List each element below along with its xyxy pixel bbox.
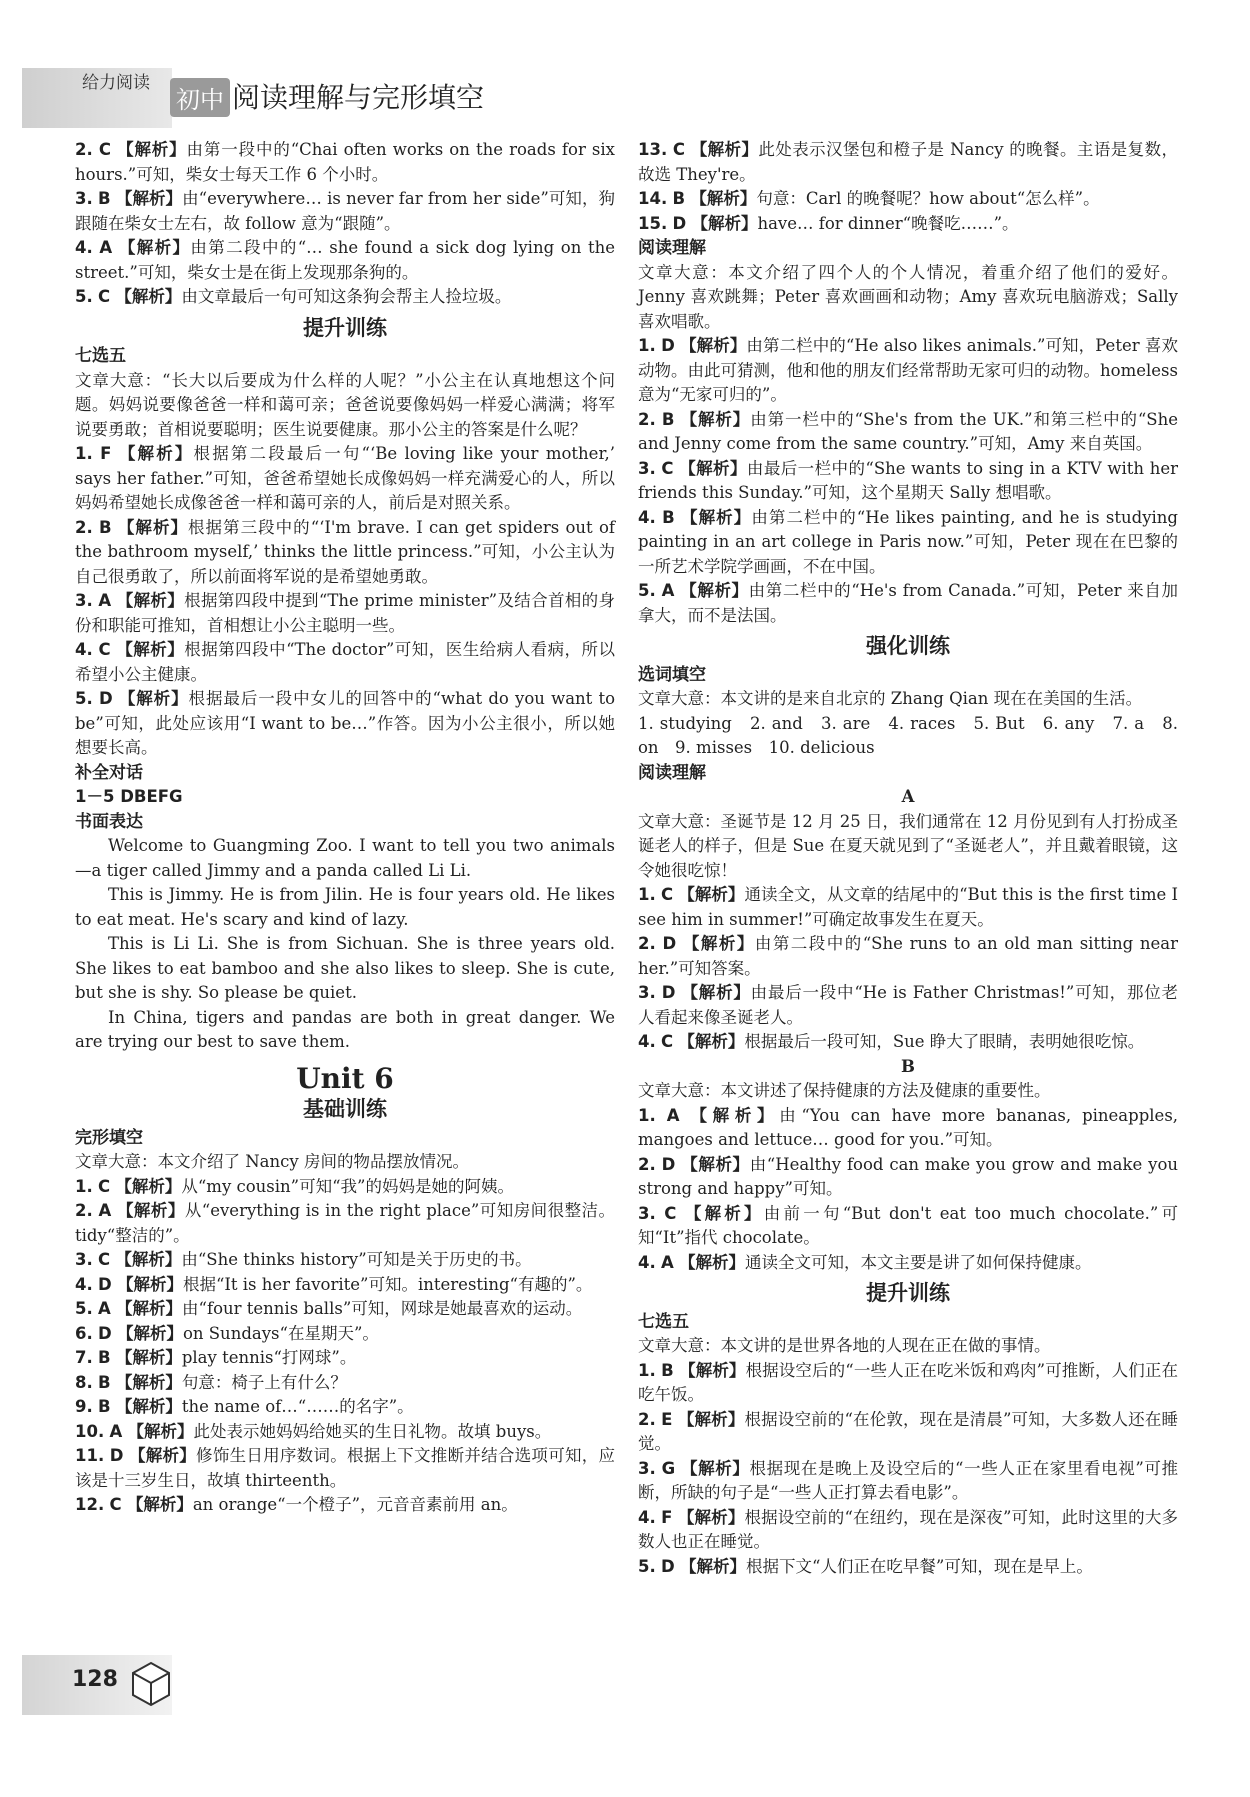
answer-item xyxy=(75,1420,615,1445)
answer-item xyxy=(638,1359,1178,1408)
answer-explanation: the name of…“……的名字”。 xyxy=(181,1397,414,1416)
answer-explanation: 根据第二段最后一句“‘Be loving like your mother,’ says her father.”可知，爸爸希望她长成像妈妈一样充满爱心的人，所以妈妈希望她长成像爸爸一样和蔼可亲的人，前后是对照关系。 xyxy=(75,444,616,512)
answer-explanation: 由最后一段中“He is Father Christmas!”可知，那位老人看起来像圣诞老人。 xyxy=(638,983,1179,1027)
answer-item xyxy=(638,408,1178,457)
analysis-tag: 【解析】 xyxy=(127,1421,194,1441)
answer-item xyxy=(75,1273,615,1298)
page-header xyxy=(22,68,542,130)
answer-number: 1. xyxy=(75,1176,93,1196)
analysis-tag: 【解析】 xyxy=(679,1252,746,1272)
answer-key: A xyxy=(98,591,112,610)
answer-item xyxy=(75,1297,615,1322)
text-paragraph: 文章大意：本文讲的是世界各地的人现在正在做的事情。 xyxy=(638,1336,1051,1355)
answer-number: 1. xyxy=(638,885,656,904)
analysis-tag: 【解析】 xyxy=(680,581,749,600)
answer-key: D xyxy=(98,1323,112,1343)
answer-explanation: 由“Healthy food can make you grow and make you strong and happy”可知。 xyxy=(638,1154,1179,1198)
answer-number: 7. xyxy=(75,1348,93,1367)
answer-item xyxy=(638,883,1178,932)
subsection-heading: 选词填空 xyxy=(638,664,706,685)
answer-key: F xyxy=(100,444,112,463)
answer-item xyxy=(638,1555,1178,1580)
analysis-tag: 【解析】 xyxy=(126,1495,193,1514)
answer-key: B xyxy=(661,1360,674,1380)
answer-key: C xyxy=(98,1176,111,1196)
analysis-tag: 【解析】 xyxy=(116,591,185,610)
answer-explanation: 句意：Carl 的晚餐呢？how about“怎么样”。 xyxy=(756,189,1100,208)
answer-explanation: 由“She thinks history”可知是关于历史的书。 xyxy=(181,1250,532,1269)
answer-number: 5. xyxy=(75,689,93,708)
answer-key: A xyxy=(661,581,675,600)
answer-key: G xyxy=(661,1458,676,1478)
answer-key: C xyxy=(661,458,674,478)
answer-item xyxy=(638,1408,1178,1457)
answer-item xyxy=(75,187,615,236)
analysis-tag: 【解析】 xyxy=(679,458,747,478)
analysis-tag: 【解析】 xyxy=(118,238,191,257)
answer-number: 4. xyxy=(638,1252,656,1272)
passage-label: A xyxy=(901,787,915,806)
level-tag: 初中 xyxy=(170,78,230,117)
answer-number: 15. xyxy=(638,213,668,233)
answer-explanation: 从“everything is in the right place”可知房间很整洁。tidy“整洁的”。 xyxy=(75,1201,616,1245)
answer-number: 2. xyxy=(75,140,93,159)
answer-item xyxy=(75,1493,615,1518)
answer-explanation: 根据最后一段可知，Sue 睁大了眼睛，表明她很吃惊。 xyxy=(744,1032,1145,1051)
answer-key: B xyxy=(99,517,112,537)
answer-explanation: 句意：椅子上有什么？ xyxy=(181,1372,347,1392)
answer-number: 3. xyxy=(638,1203,656,1223)
answer-item xyxy=(638,579,1178,628)
answer-key: F xyxy=(661,1507,673,1527)
answer-key: D xyxy=(661,1556,675,1576)
answer-key: A xyxy=(666,1105,680,1125)
analysis-tag: 【解析】 xyxy=(128,1446,197,1465)
answer-item xyxy=(75,138,615,187)
section-heading: 强化训练 xyxy=(866,634,950,658)
text-paragraph: 1－5 DBEFG xyxy=(75,787,183,806)
answer-key: D xyxy=(661,1154,676,1174)
answer-number: 5. xyxy=(75,1299,93,1318)
answer-explanation: 由第一栏中的“She's from the UK.”和第三栏中的“She and Jenny come from the same country.”可知，Amy 来自英国。 xyxy=(638,409,1178,453)
answer-explanation: 根据现在是晚上及设空后的“一些人正在家里看电视”可推断，所缺的句子是“一些人正打算去看电影”。 xyxy=(638,1458,1179,1502)
essay-paragraph: This is Jimmy. He is from Jilin. He is four years old. He likes to eat meat. He's scary and kind of lazy. xyxy=(75,885,615,929)
analysis-tag: 【解析】 xyxy=(677,1409,745,1429)
answer-number: 14. xyxy=(638,189,668,208)
answer-explanation: 根据最后一段中女儿的回答中的“what do you want to be”可知，此处应该用“I want to be…”作答。因为小公主很小，所以她想要长高。 xyxy=(75,689,616,757)
answer-explanation: 由第二栏中的“He likes painting, and he is studying painting in an art college in Paris now.”可知，Peter 现在在巴黎的一所艺术学院学画画，不在中国。 xyxy=(638,507,1178,576)
analysis-tag: 【解析】 xyxy=(115,1372,182,1392)
answer-key: B xyxy=(98,1348,111,1367)
answer-number: 10. xyxy=(75,1421,105,1441)
answer-number: 3. xyxy=(638,983,656,1002)
answer-key: B xyxy=(662,507,675,527)
answer-number: 1. xyxy=(638,336,656,355)
answer-explanation: have… for dinner“晚餐吃……”。 xyxy=(757,213,1019,233)
text-paragraph: 1. studying 2. and 3. are 4. races 5. But 6. any 7. a 8. on 9. misses 10. delicious xyxy=(638,713,1178,757)
answer-number: 4. xyxy=(638,507,656,527)
answer-key: D xyxy=(661,336,675,355)
subsection-heading: 阅读理解 xyxy=(638,238,706,258)
answer-item xyxy=(75,1248,615,1273)
subsection-heading: 阅读理解 xyxy=(638,762,706,783)
essay-paragraph: Welcome to Guangming Zoo. I want to tell you two animals—a tiger called Jimmy and a panda called Li Li. xyxy=(75,836,615,880)
analysis-tag: 【解析】 xyxy=(116,1201,185,1220)
answer-key: A xyxy=(98,1299,111,1318)
answer-key: C xyxy=(661,1032,674,1051)
answer-item xyxy=(75,1199,615,1248)
answer-key: A xyxy=(109,1421,123,1441)
answer-key: C xyxy=(664,1203,677,1223)
answer-key: B xyxy=(98,1372,111,1392)
answer-number: 2. xyxy=(638,1154,656,1174)
answer-number: 5. xyxy=(638,581,656,600)
analysis-tag: 【解析】 xyxy=(118,444,194,463)
answer-explanation: 此处表示汉堡包和橙子是 Nancy 的晚餐。主语是复数，故选 They're。 xyxy=(638,140,1178,184)
answer-number: 13. xyxy=(638,140,668,159)
analysis-tag: 【解析】 xyxy=(682,934,755,953)
answer-number: 2. xyxy=(638,409,656,429)
answer-number: 2. xyxy=(75,1201,93,1220)
answer-explanation: play tennis“打网球”。 xyxy=(181,1348,357,1367)
analysis-tag: 【解析】 xyxy=(684,1203,764,1223)
analysis-tag: 【解析】 xyxy=(690,1105,780,1125)
answer-key: A xyxy=(98,1201,112,1220)
answer-key: D xyxy=(661,983,676,1002)
cube-icon xyxy=(130,1660,172,1708)
answer-item xyxy=(638,1153,1178,1202)
answer-item xyxy=(75,285,615,310)
analysis-tag: 【解析】 xyxy=(115,1397,182,1416)
analysis-tag: 【解析】 xyxy=(679,1360,746,1380)
analysis-tag: 【解析】 xyxy=(116,1274,183,1294)
analysis-tag: 【解析】 xyxy=(116,640,185,659)
analysis-tag: 【解析】 xyxy=(678,1032,745,1051)
answer-key: B xyxy=(672,189,686,208)
answer-number: 4. xyxy=(638,1507,656,1527)
answer-number: 3. xyxy=(75,1250,93,1269)
answer-explanation: an orange“一个橙子”，元音音素前用 an。 xyxy=(192,1495,518,1514)
answer-key: D xyxy=(109,1446,124,1465)
answer-number: 11. xyxy=(75,1446,105,1465)
answer-item xyxy=(638,334,1178,408)
analysis-tag: 【解析】 xyxy=(115,287,182,306)
answer-key: C xyxy=(661,885,674,904)
subsection-heading: 书面表达 xyxy=(75,811,143,832)
analysis-tag: 【解析】 xyxy=(115,189,183,208)
answer-item xyxy=(75,516,615,590)
text-paragraph: 文章大意：“长大以后要成为什么样的人呢？”小公主在认真地想这个问题。妈妈说要像爸爸一样和蔼可亲；爸爸说要像妈妈一样爱心满满；将军说要勇敢；首相说要聪明；医生说要健康。那小公主的答案是什么呢？ xyxy=(75,370,615,439)
answer-number: 8. xyxy=(75,1372,93,1392)
answer-number: 4. xyxy=(75,1274,93,1294)
answer-number: 3. xyxy=(638,1458,656,1478)
analysis-tag: 【解析】 xyxy=(680,336,747,355)
answer-item xyxy=(75,442,615,516)
analysis-tag: 【解析】 xyxy=(116,1323,183,1343)
answer-explanation: 根据第四段中“The doctor”可知，医生给病人看病，所以希望小公主健康。 xyxy=(75,640,616,684)
answer-key: C xyxy=(109,1495,122,1514)
answer-explanation: 由“everywhere… is never far from her side”可知，狗跟随在柴女士左右，故 follow 意为“跟随”。 xyxy=(75,189,616,233)
answer-key: D xyxy=(662,934,677,953)
answer-item xyxy=(75,1395,615,1420)
answer-key: C xyxy=(98,140,111,159)
text-paragraph: 文章大意：圣诞节是 12 月 25 日，我们通常在 12 月份见到有人打扮成圣诞老人的样子，但是 Sue 在夏天就见到了“圣诞老人”，并且戴着眼镜，这令她很吃惊！ xyxy=(638,811,1178,880)
analysis-tag: 【解析】 xyxy=(117,140,187,159)
answer-explanation: 由“You can have more bananas, pineapples, mangoes and lettuce… good for you.”可知。 xyxy=(638,1105,1179,1149)
answer-item xyxy=(638,1202,1178,1251)
answer-item xyxy=(638,1104,1178,1153)
answer-item xyxy=(638,932,1178,981)
answer-item xyxy=(638,212,1178,237)
answer-key: C xyxy=(672,140,686,159)
analysis-tag: 【解析】 xyxy=(681,1154,750,1174)
answer-item xyxy=(75,638,615,687)
answer-number: 2. xyxy=(638,934,656,953)
essay-paragraph: In China, tigers and pandas are both in great danger. We are trying our best to save them. xyxy=(75,1007,615,1051)
analysis-tag: 【解析】 xyxy=(690,140,759,159)
answer-item xyxy=(638,981,1178,1030)
answer-item xyxy=(75,1444,615,1493)
analysis-tag: 【解析】 xyxy=(691,213,758,233)
answer-explanation: 根据“It is her favorite”可知。interesting“有趣的”。 xyxy=(182,1274,593,1294)
unit-title: Unit 6 xyxy=(296,1061,394,1095)
answer-key: D xyxy=(98,1274,112,1294)
answer-item xyxy=(75,236,615,285)
text-paragraph: 文章大意：本文讲述了保持健康的方法及健康的重要性。 xyxy=(638,1081,1051,1100)
answer-explanation: 由第二栏中的“He also likes animals.”可知，Peter 喜欢动物。由此可猜测，他和他的朋友们经常帮助无家可归的动物。homeless 意为“无家可归的”。 xyxy=(638,336,1178,404)
answer-explanation: 从“my cousin”可知“我”的妈妈是她的阿姨。 xyxy=(181,1176,514,1196)
answer-number: 4. xyxy=(75,640,93,659)
analysis-tag: 【解析】 xyxy=(117,517,188,537)
subsection-heading: 七选五 xyxy=(638,1311,689,1332)
analysis-tag: 【解析】 xyxy=(678,885,745,904)
answer-key: C xyxy=(98,1250,111,1269)
answer-key: A xyxy=(661,1252,674,1272)
answer-number: 12. xyxy=(75,1495,105,1514)
analysis-tag: 【解析】 xyxy=(679,1556,746,1576)
section-heading: 提升训练 xyxy=(866,1281,950,1305)
answer-number: 6. xyxy=(75,1323,93,1343)
answer-explanation: on Sundays“在星期天”。 xyxy=(182,1323,379,1343)
answer-explanation: 根据下文“人们正在吃早餐”可知，现在是早上。 xyxy=(745,1556,1093,1576)
answer-number: 3. xyxy=(75,189,93,208)
section-heading: 提升训练 xyxy=(303,315,387,340)
subsection-heading: 完形填空 xyxy=(75,1127,143,1148)
analysis-tag: 【解析】 xyxy=(116,1299,183,1318)
answer-number: 5. xyxy=(638,1556,656,1576)
answer-key: A xyxy=(99,238,113,257)
answer-number: 1. xyxy=(638,1105,656,1125)
analysis-tag: 【解析】 xyxy=(677,1507,745,1527)
page-number: 128 xyxy=(72,1667,118,1692)
answer-explanation: 由第二栏中的“He's from Canada.”可知，Peter 来自加拿大，而不是法国。 xyxy=(638,581,1179,625)
text-paragraph: 文章大意：本文介绍了 Nancy 房间的物品摆放情况。 xyxy=(75,1152,469,1171)
answer-explanation: 根据第三段中的“‘I'm brave. I can get spiders out of the bathroom myself,’ thinks the little princess.”可知，小公主认为自己很勇敢了，所以前面将军说的是希望她勇敢。 xyxy=(75,517,615,586)
page-footer xyxy=(22,1655,182,1715)
answer-explanation: 修饰生日用序数词。根据上下文推断并结合选项可知，应该是十三岁生日，故填 thirteenth。 xyxy=(75,1446,615,1490)
answer-item xyxy=(75,687,615,761)
answer-explanation: 根据设空后的“一些人正在吃米饭和鸡肉”可推断，人们正在吃午饭。 xyxy=(638,1360,1179,1404)
answer-item xyxy=(75,1175,615,1200)
analysis-tag: 【解析】 xyxy=(681,1458,750,1478)
answer-explanation: 由第二段中的“… she found a sick dog lying on the street.”可知，柴女士是在街上发现那条狗的。 xyxy=(75,238,616,282)
answer-key: D xyxy=(672,213,687,233)
answer-number: 3. xyxy=(638,458,656,478)
answer-explanation: 通读全文可知，本文主要是讲了如何保持健康。 xyxy=(745,1252,1092,1272)
answer-explanation: 根据设空前的“在纽约，现在是深夜”可知，此时这里的大多数人也正在睡觉。 xyxy=(638,1507,1178,1551)
answer-number: 1. xyxy=(75,444,93,463)
answer-key: C xyxy=(98,287,111,306)
answer-key: C xyxy=(98,640,111,659)
answer-key: E xyxy=(661,1409,673,1429)
answer-explanation: 根据第四段中提到“The prime minister”及结合首相的身份和职能可推知，首相想让小公主聪明一些。 xyxy=(75,591,615,635)
subsection-heading: 七选五 xyxy=(75,346,126,366)
book-title: 阅读理解与完形填空 xyxy=(232,81,485,114)
analysis-tag: 【解析】 xyxy=(115,1250,182,1269)
answer-key: B xyxy=(98,189,111,208)
left-column xyxy=(75,138,615,1518)
answer-item xyxy=(638,457,1178,506)
answer-key: D xyxy=(98,689,113,708)
answer-key: B xyxy=(661,409,675,429)
answer-explanation: 由最后一栏中的“She wants to sing in a KTV with her friends this Sunday.”可知，这个星期天 Sally 想唱歌。 xyxy=(638,458,1178,502)
answer-explanation: 此处表示她妈妈给她买的生日礼物。故填 buys。 xyxy=(193,1421,552,1441)
answer-number: 5. xyxy=(75,287,93,306)
answer-explanation: 由第一段中的“Chai often works on the roads for six hours.”可知，柴女士每天工作 6 个小时。 xyxy=(75,140,615,184)
right-column xyxy=(638,138,1178,1579)
answer-item xyxy=(638,1457,1178,1506)
answer-number: 3. xyxy=(75,591,93,610)
analysis-tag: 【解析】 xyxy=(115,1348,182,1367)
answer-explanation: 由前一句“But don't eat too much chocolate.”可知“It”指代 chocolate。 xyxy=(638,1203,1179,1247)
answer-number: 4. xyxy=(75,238,93,257)
answer-item xyxy=(638,187,1178,212)
answer-item xyxy=(638,1506,1178,1555)
answer-number: 2. xyxy=(638,1409,656,1429)
subsection-heading: 补全对话 xyxy=(75,762,143,783)
answer-item xyxy=(638,506,1178,580)
answer-item xyxy=(638,138,1178,187)
answer-number: 9. xyxy=(75,1397,93,1416)
answer-item xyxy=(75,1346,615,1371)
answer-item xyxy=(75,589,615,638)
answer-number: 4. xyxy=(638,1032,656,1051)
section-heading: 基础训练 xyxy=(303,1097,387,1121)
analysis-tag: 【解析】 xyxy=(680,507,752,527)
analysis-tag: 【解析】 xyxy=(690,189,757,208)
answer-item xyxy=(638,1030,1178,1055)
analysis-tag: 【解析】 xyxy=(681,983,751,1002)
answer-number: 1. xyxy=(638,1360,656,1380)
answer-explanation: 由第二段中的“She runs to an old man sitting near her.”可知答案。 xyxy=(638,934,1179,978)
logo-text: 给力阅读 xyxy=(82,73,150,93)
analysis-tag: 【解析】 xyxy=(680,409,751,429)
analysis-tag: 【解析】 xyxy=(115,1176,182,1196)
text-paragraph: 文章大意：本文讲的是来自北京的 Zhang Qian 现在在美国的生活。 xyxy=(638,689,1143,708)
answer-item xyxy=(638,1251,1178,1276)
answer-explanation: 由“four tennis balls”可知，网球是她最喜欢的运动。 xyxy=(182,1299,583,1318)
text-paragraph: 文章大意：本文介绍了四个人的个人情况，着重介绍了他们的爱好。Jenny 喜欢跳舞；Peter 喜欢画画和动物；Amy 喜欢玩电脑游戏；Sally 喜欢唱歌。 xyxy=(638,262,1178,331)
answer-item xyxy=(75,1322,615,1347)
answer-number: 2. xyxy=(75,517,93,537)
analysis-tag: 【解析】 xyxy=(118,689,189,708)
essay-paragraph: This is Li Li. She is from Sichuan. She is three years old. She likes to eat bamboo and she also likes to sleep. She is cute, but she is shy. So please be quiet. xyxy=(75,934,615,1002)
answer-item xyxy=(75,1371,615,1396)
passage-label: B xyxy=(901,1056,915,1076)
answer-explanation: 根据设空前的“在伦敦，现在是清晨”可知，大多数人还在睡觉。 xyxy=(638,1409,1178,1453)
answer-explanation: 由文章最后一句可知这条狗会帮主人捡垃圾。 xyxy=(181,287,512,306)
answer-key: B xyxy=(98,1397,111,1416)
answer-explanation: 通读全文，从文章的结尾中的“But this is the first time I see him in summer!”可确定故事发生在夏天。 xyxy=(638,885,1179,929)
